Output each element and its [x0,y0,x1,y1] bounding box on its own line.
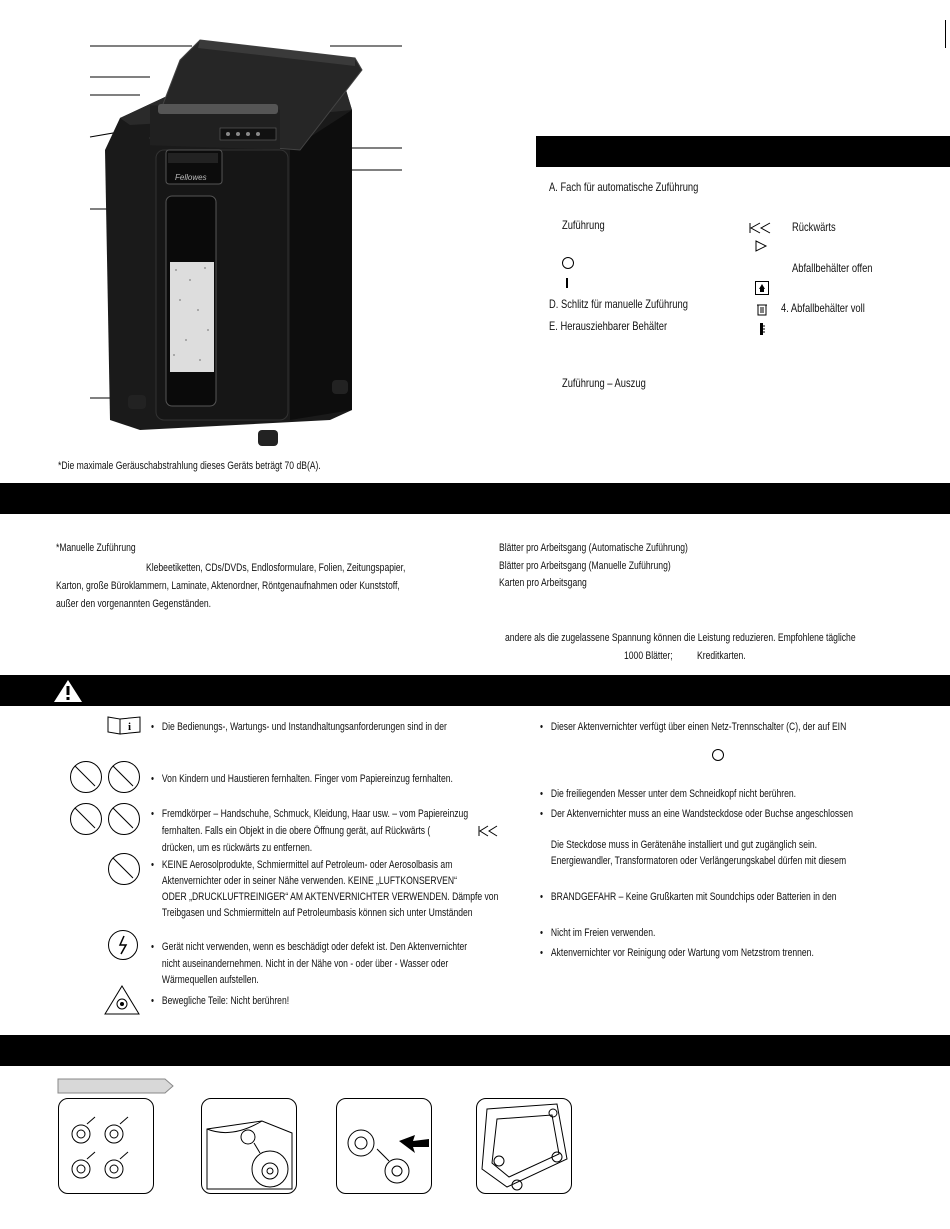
assembly-step-4-illustration [476,1098,572,1194]
safety-right-1: • Dieser Aktenvernichter verfügt über einen Netz-Trennschalter (C), der auf EIN [540,719,846,736]
daily-cards: Kreditkarten. [697,650,746,662]
power-off-icon-inline [712,749,724,761]
assembly-step-3-illustration [336,1098,432,1194]
safety-left-4c: ODER „DRUCKLUFTREINIGER“ AM AKTENVERNICHTER VERWENDEN. Dämpfe von [161,891,499,903]
bullet-icon: • [151,995,155,1007]
prohibition-slashes [70,761,140,886]
safety-left-4b: Aktenvernichter oder in seiner Nähe verwenden. KEINE „LUFTKONSERVEN“ [161,875,457,887]
safety-header-bar [0,675,950,706]
bullet-icon: • [540,891,544,903]
manual-feed-note: *Manuelle Zuführung [56,542,136,554]
reverse-icon [748,222,774,234]
manual-read-icon [106,715,142,735]
assembly-step-1-illustration [58,1098,154,1194]
bullet-icon: • [151,773,155,785]
bullet-icon: • [540,788,544,800]
bullet-icon: • [540,721,544,733]
features-header-bar [536,136,950,167]
bullet-icon: • [540,947,544,959]
bullet-icon: • [540,808,544,820]
safety-left-6: • Bewegliche Teile: Nicht berühren! [151,993,289,1010]
specs-right-line-1: Blätter pro Arbeitsgang (Automatische Zuführung) [499,542,688,554]
reverse-inline-icon [478,825,498,837]
forward-icon [754,240,768,252]
feature-item-d: D. Schlitz für manuelle Zuführung [549,297,688,311]
bin-open-label: Abfallbehälter offen [792,261,873,275]
daily-sheets: 1000 Blätter; [624,650,673,662]
assembly-header-bar [0,1035,950,1066]
safety-right-6: • Aktenvernichter vor Reinigung oder Wartung vom Netzstrom trennen. [540,945,814,962]
thermometer-icon [758,322,766,338]
noise-note: *Die maximale Geräuschabstrahlung dieses Geräts beträgt 70 dB(A). [58,460,321,472]
safety-right-5: • Nicht im Freien verwenden. [540,925,655,942]
feature-item-e: E. Herausziehbarer Behälter [549,319,668,333]
safety-left-4: • KEINE Aerosolprodukte, Schmiermittel auf Petroleum- oder Aerosolbasis am [151,857,452,874]
bullet-icon: • [151,941,155,953]
electric-shock-icon [108,930,138,960]
bullet-icon: • [540,927,544,939]
specs-paragraph-line-1: Klebeetiketten, CDs/DVDs, Endlosformulare, Folien, Zeitungspapier, [146,562,406,574]
safety-left-2: • Von Kindern und Haustieren fernhalten. Finger vom Papiereinzug fernhalten. [151,771,453,788]
safety-right-2: • Die freiliegenden Messer unter dem Schneidkopf nicht berühren. [540,786,796,803]
safety-left-5b: nicht auseinandernehmen. Nicht in der Nähe von - oder über - Wasser oder [161,958,449,970]
feature-item-a: A. Fach für automatische Zuführung [549,180,699,194]
specs-right-line-3: Karten pro Arbeitsgang [499,577,587,589]
safety-left-3c: drücken, um es rückwärts zu entfernen. [161,842,313,854]
assembly-step-2-illustration [201,1098,297,1194]
warning-triangle-icon [53,679,83,703]
moving-parts-icon [104,985,140,1015]
safety-left-3b: fernhalten. Falls ein Objekt in die obere Öffnung gerät, auf Rückwärts ( [161,825,431,837]
safety-left-5c: Wärmequellen aufstellen. [161,974,259,986]
brand-label: Fellowes [175,173,207,182]
bin-full-icon [756,302,768,316]
specs-paragraph-line-2: Karton, große Büroklammern, Laminate, Aktenordner, Röntgenaufnahmen oder Kunststoff, [56,580,400,592]
page-edge-mark [945,20,946,48]
bin-open-icon [755,281,769,295]
voltage-line: andere als die zugelassene Spannung können die Leistung reduzieren. Empfohlene tägliche [505,632,856,644]
specs-header-bar [0,483,950,514]
power-off-icon [562,257,574,269]
safety-right-3: • Der Aktenvernichter muss an eine Wandsteckdose oder Buchse angeschlossen [540,806,853,823]
step-arrow-tab [57,1078,175,1094]
feature-item-b: Zuführung [562,218,605,232]
svg-text:i: i [128,721,132,733]
power-on-icon [566,278,568,288]
shredder-illustration [0,0,420,470]
safety-left-4d: Treibgasen und Schmiermitteln auf Petroleumbasis können sich unter Umständen [161,907,473,919]
safety-left-3: • Fremdkörper – Handschuhe, Schmuck, Kleidung, Haar usw. – vom Papiereinzug [151,806,468,823]
bullet-icon: • [151,721,155,733]
safety-right-3c: Energiewandler, Transformatoren oder Verlängerungskabel dürfen mit diesem [550,855,847,867]
specs-paragraph-line-3: außer den vorgenannten Gegenständen. [56,598,212,610]
bin-full-label: 4. Abfallbehälter voll [781,301,865,315]
bullet-icon: • [151,859,155,871]
reverse-label: Rückwärts [792,220,836,234]
safety-left-1: • Die Bedienungs-, Wartungs- und Instandhaltungsanforderungen sind in der [151,719,447,736]
safety-left-5: • Gerät nicht verwenden, wenn es beschädigt oder defekt ist. Den Aktenvernichter [151,939,467,956]
safety-right-3b: Die Steckdose muss in Gerätenähe installiert und gut zugänglich sein. [550,839,818,851]
feature-item-pullout: Zuführung – Auszug [562,376,646,390]
safety-right-4: • BRANDGEFAHR – Keine Grußkarten mit Soundchips oder Batterien in den [540,889,837,906]
specs-right-line-2: Blätter pro Arbeitsgang (Manuelle Zuführung) [499,560,671,572]
bullet-icon: • [151,808,155,820]
